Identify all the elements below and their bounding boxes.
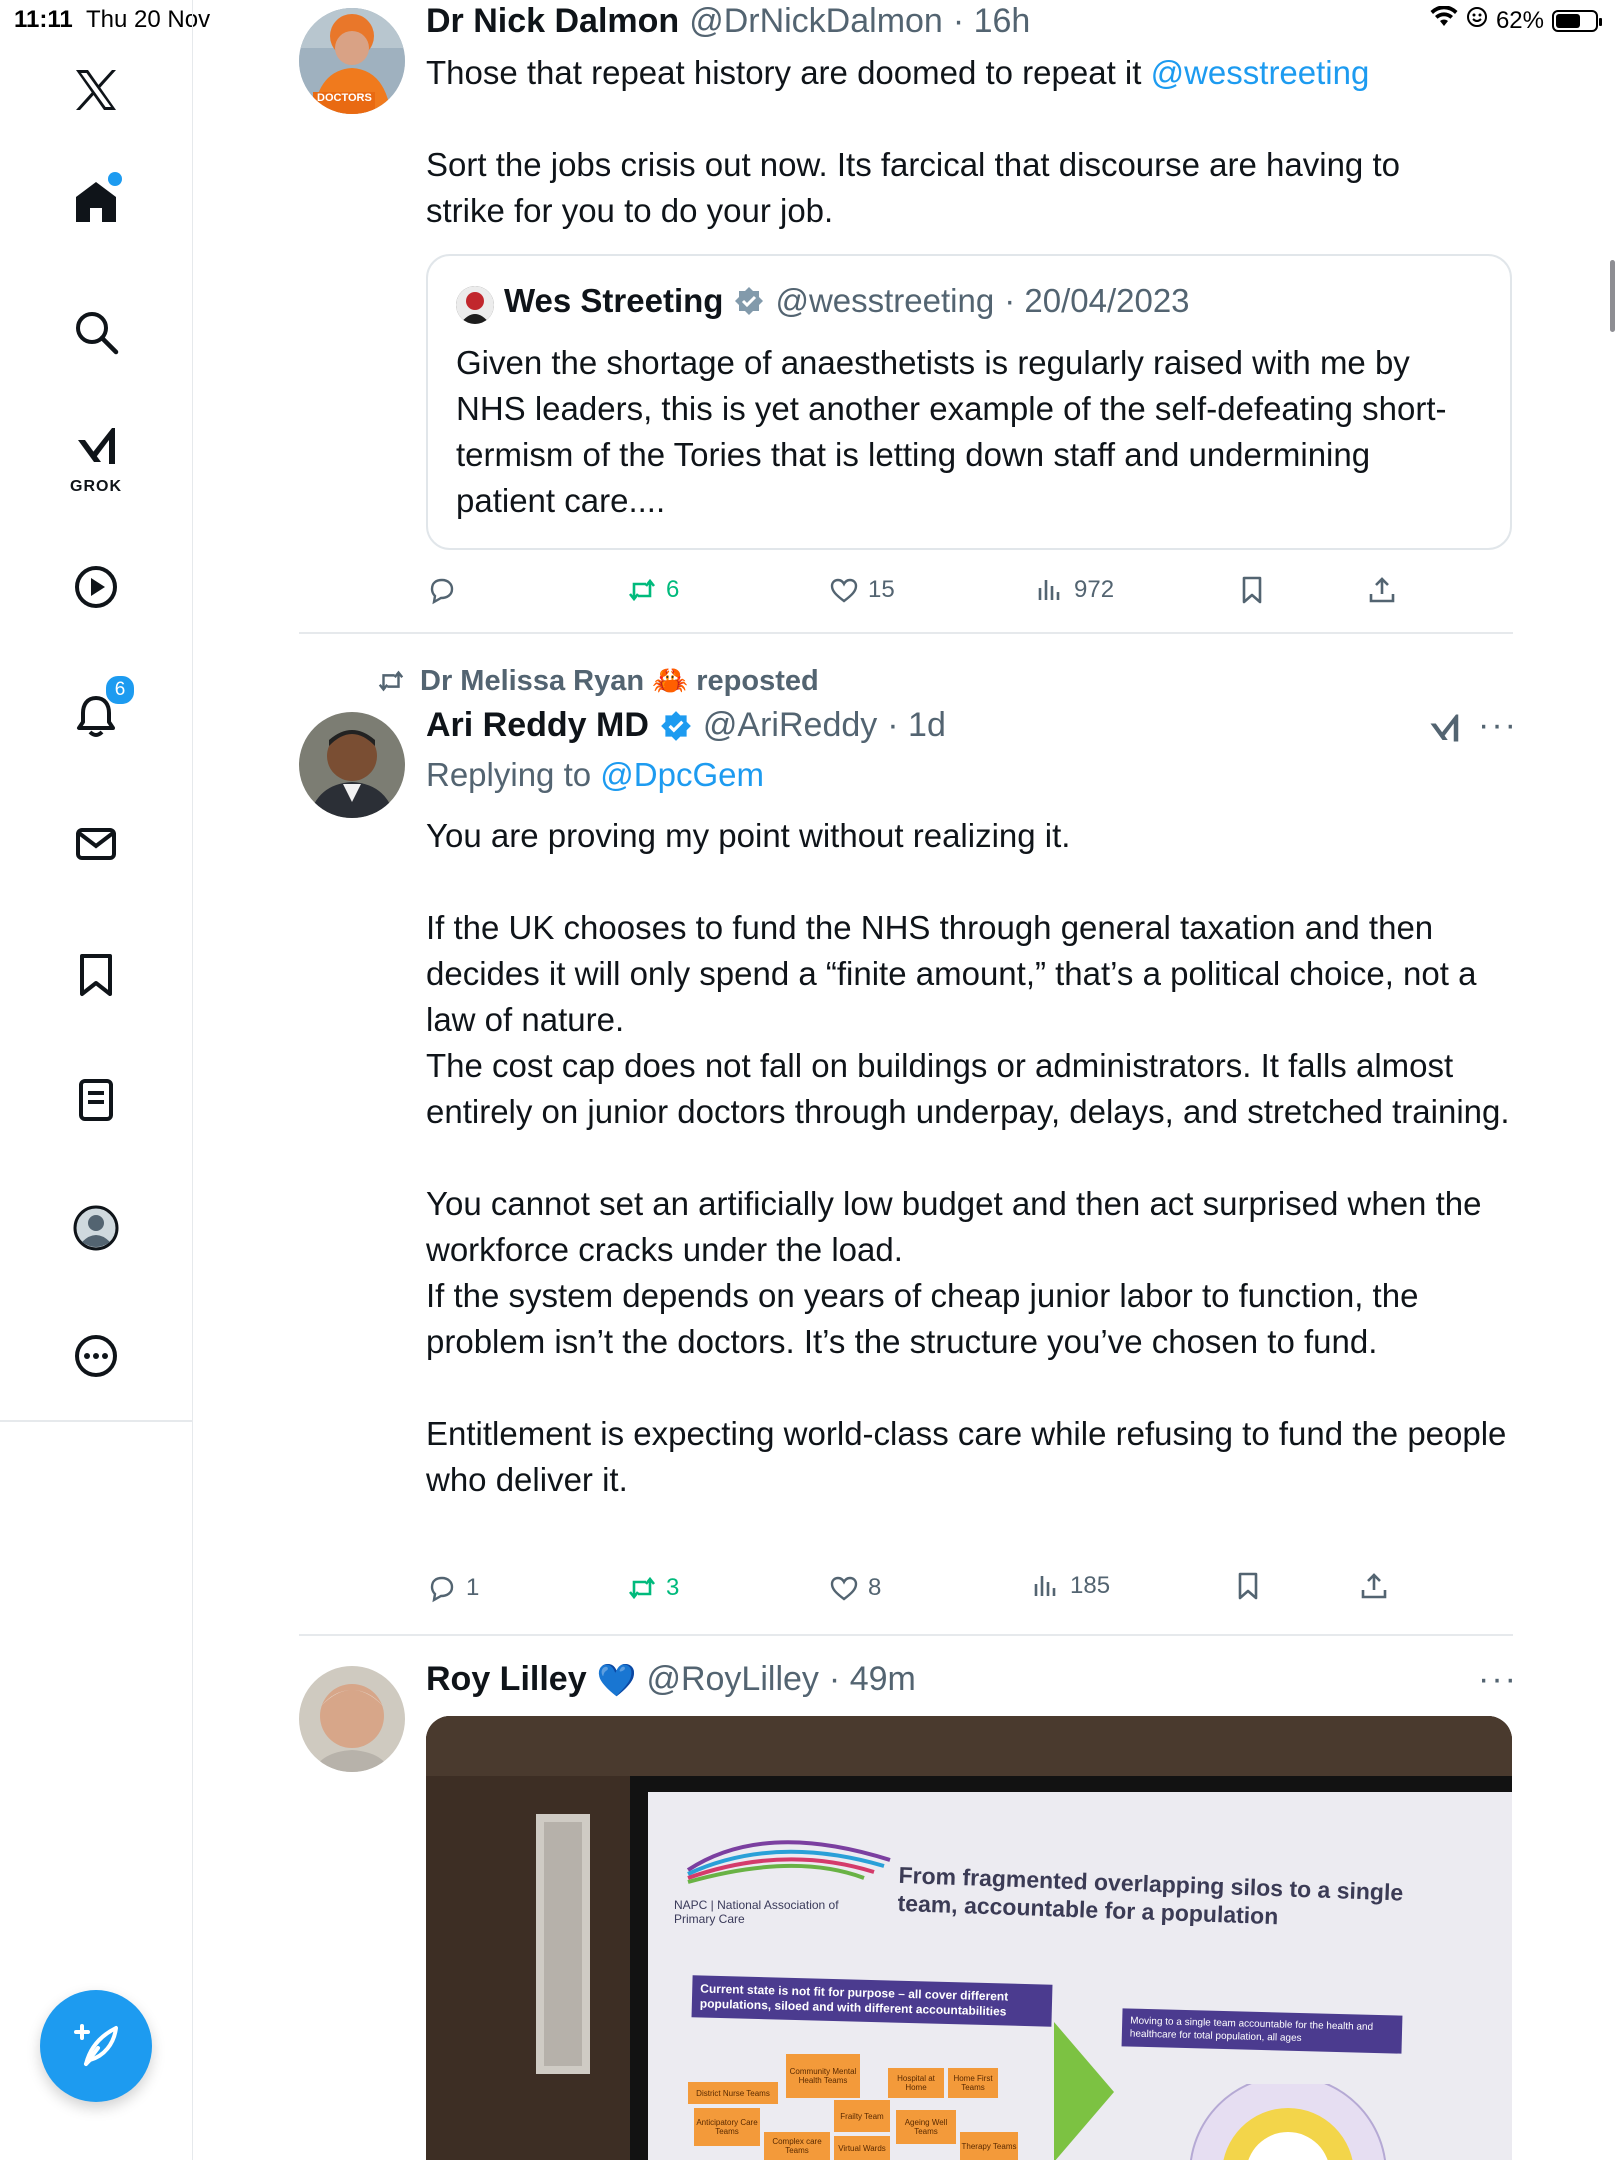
quote-avatar [456, 286, 494, 324]
replying-to-prefix: Replying to [426, 756, 601, 793]
retweet-button[interactable] [626, 1572, 679, 1604]
grok-icon[interactable] [60, 418, 132, 474]
slide-arrow [1048, 2022, 1118, 2160]
tweet-time[interactable]: · 1d [887, 706, 946, 744]
home-icon[interactable] [60, 166, 132, 238]
slide-left-box: Current state is not fit for purpose – all cover different populations, siloed and with different accountabilities [692, 1975, 1053, 2026]
wifi-icon [1430, 6, 1458, 35]
silo-box: Hospital at Home [888, 2068, 944, 2098]
like-button[interactable] [828, 574, 895, 606]
reply-button[interactable] [426, 574, 466, 606]
share-icon [1366, 574, 1398, 606]
like-count: 15 [868, 576, 895, 603]
scrollbar[interactable] [1610, 260, 1615, 332]
x-logo-icon[interactable] [60, 54, 132, 126]
status-indicators [1430, 6, 1598, 35]
bookmark-button[interactable] [1236, 574, 1268, 606]
bookmark-icon [1236, 574, 1268, 606]
views-count: 185 [1070, 1572, 1111, 1599]
tweet-text [426, 50, 1486, 96]
focus-icon [1466, 6, 1488, 35]
avatar[interactable] [299, 1666, 405, 1772]
slide-title: From fragmented overlapping silos to a single team, accountable for a population [897, 1861, 1404, 1930]
avatar[interactable] [299, 8, 405, 114]
repost-icon [374, 666, 408, 696]
avatar-badge-text: DOCTORS [317, 92, 372, 104]
verified-icon [659, 709, 693, 743]
retweet-button[interactable] [626, 574, 679, 606]
tweet-text-continued: Sort the jobs crisis out now. Its farcical that discourse are having to strike for you to do your job. [426, 146, 1410, 229]
share-icon [1358, 1570, 1390, 1602]
quote-avatar-photo [456, 286, 494, 324]
quote-time: · 20/04/2023 [1004, 282, 1190, 319]
org-name: National Association of Primary Care [674, 1898, 839, 1926]
battery-level [1556, 14, 1580, 28]
silo-box: District Nurse Teams [688, 2082, 778, 2104]
tweet-divider [299, 632, 1513, 634]
compose-button[interactable] [40, 1990, 152, 2102]
org-short: NAPC [674, 1898, 708, 1912]
author-handle[interactable]: @RoyLilley [646, 1660, 819, 1698]
compose-icon [68, 2018, 124, 2074]
quote-header [504, 282, 1190, 320]
sidebar-divider [0, 1420, 192, 1422]
battery-percent: 62% [1495, 6, 1544, 34]
grok-explain-icon[interactable] [1426, 710, 1462, 751]
author-name[interactable]: Dr Nick Dalmon [426, 2, 680, 40]
napc-logo-swoosh [684, 1830, 894, 1890]
bookmarks-icon[interactable] [60, 938, 132, 1010]
status-time: 11:11 [14, 6, 73, 33]
reply-icon [426, 1572, 458, 1604]
notifications-icon[interactable] [60, 680, 132, 752]
tweet-media-photo[interactable] [426, 1716, 1512, 2160]
reply-icon [426, 574, 458, 606]
bookmark-button[interactable] [1232, 1570, 1264, 1602]
silo-box: Virtual Wards [834, 2136, 890, 2160]
like-count: 8 [868, 1574, 882, 1601]
tweet-header [426, 2, 1030, 41]
napc-logo-text: NAPC | National Association of Primary Care [674, 1898, 839, 1926]
more-icon[interactable] [60, 1320, 132, 1392]
slide-silo-grid [688, 2054, 1028, 2160]
home-unread-dot [108, 172, 122, 186]
status-date: Thu 20 Nov [86, 6, 211, 33]
silo-box: Ageing Well Teams [896, 2110, 956, 2144]
quote-author-handle: @wesstreeting [775, 282, 995, 319]
repost-by: Dr Melissa Ryan 🦀 reposted [420, 665, 819, 697]
heart-icon [828, 574, 860, 606]
views-button[interactable] [1030, 1570, 1110, 1602]
tweet-divider [299, 1634, 1513, 1636]
share-button[interactable] [1358, 1570, 1390, 1602]
like-button[interactable] [828, 1572, 881, 1604]
grok-label: GROK [70, 478, 122, 495]
avatar-photo [299, 712, 405, 818]
silo-box: Frailty Team [834, 2100, 890, 2132]
retweet-count: 3 [666, 1574, 680, 1601]
author-handle[interactable]: @AriReddy [702, 706, 878, 744]
silo-box: Community Mental Health Teams [786, 2054, 860, 2098]
tweet-header [426, 1660, 916, 1699]
heart-icon [828, 1572, 860, 1604]
quote-text: Given the shortage of anaesthetists is regularly raised with me by NHS leaders, this is yet another example of the self-defeating short-termism of the Tories that is letting down staff and undermining patient care.... [456, 344, 1447, 519]
video-icon[interactable] [60, 551, 132, 623]
tweet-time[interactable]: · 49m [828, 1660, 916, 1698]
analytics-icon [1030, 1570, 1062, 1602]
bookmark-icon [1232, 1570, 1264, 1602]
tweet-header [426, 706, 946, 745]
silo-box: Home First Teams [948, 2068, 998, 2098]
author-name[interactable]: Roy Lilley [426, 1660, 587, 1698]
reply-button[interactable] [426, 1572, 479, 1604]
more-options-icon[interactable]: ··· [1478, 1660, 1518, 1698]
notifications-badge: 6 [104, 674, 136, 706]
search-icon[interactable] [60, 296, 132, 368]
tweet-text-part: Those that repeat history are doomed to repeat it [426, 54, 1151, 91]
mention-link[interactable]: @wesstreeting [1150, 54, 1370, 91]
battery-icon [1552, 10, 1598, 32]
tweet-text: You are proving my point without realizing it. If the UK chooses to fund the NHS through general taxation and then decides it will only spend a “finite amount,” that’s a political choice, not a law of nature. The cost cap does not fall on buildings or administrators. It falls almost entirely on junior doctors through underpay, delays, and stretched training. You cannot set an artificially low budget and then act surprised when the workforce cracks under the load. If the system depends on years of cheap junior labor to function, the problem isn’t the doctors. It’s the structure you’ve chosen to fund. Entitlement is expecting world-class care while refusing to fund the people who deliver it. [426, 817, 1510, 1498]
blue-heart-emoji: 💙 [596, 1661, 637, 1698]
views-button[interactable] [1034, 574, 1114, 606]
silo-box: Anticipatory Care Teams [694, 2108, 760, 2146]
verified-gray-icon [733, 285, 765, 317]
quote-author-name: Wes Streeting [504, 282, 724, 319]
messages-icon[interactable] [60, 808, 132, 880]
replying-to-link[interactable]: @DpcGem [600, 756, 764, 793]
profile-icon[interactable] [60, 1192, 132, 1264]
silo-box: Complex care Teams [764, 2132, 830, 2160]
slide-right-box: Moving to a single team accountable for the health and healthcare for total population, all ages [1122, 2008, 1403, 2053]
retweet-count: 6 [666, 576, 680, 603]
silo-box: Therapy Teams [960, 2132, 1018, 2160]
avatar[interactable] [299, 712, 405, 818]
retweet-icon [626, 574, 658, 606]
tweet-time[interactable]: · 16h [952, 2, 1031, 40]
slide-neighbourhood-diagram [1138, 2084, 1438, 2160]
replying-to [426, 756, 764, 794]
more-options-icon[interactable]: ··· [1478, 706, 1518, 744]
repost-context[interactable] [374, 664, 819, 698]
author-handle[interactable]: @DrNickDalmon [689, 2, 943, 40]
share-button[interactable] [1366, 574, 1398, 606]
sidebar [0, 0, 193, 2160]
analytics-icon [1034, 574, 1066, 606]
retweet-icon [626, 1572, 658, 1604]
views-count: 972 [1074, 576, 1115, 603]
author-name[interactable]: Ari Reddy MD [426, 706, 649, 744]
avatar-photo [299, 1666, 405, 1772]
presentation-slide [648, 1792, 1512, 2160]
lists-icon[interactable] [60, 1064, 132, 1136]
reply-count: 1 [466, 1574, 480, 1601]
